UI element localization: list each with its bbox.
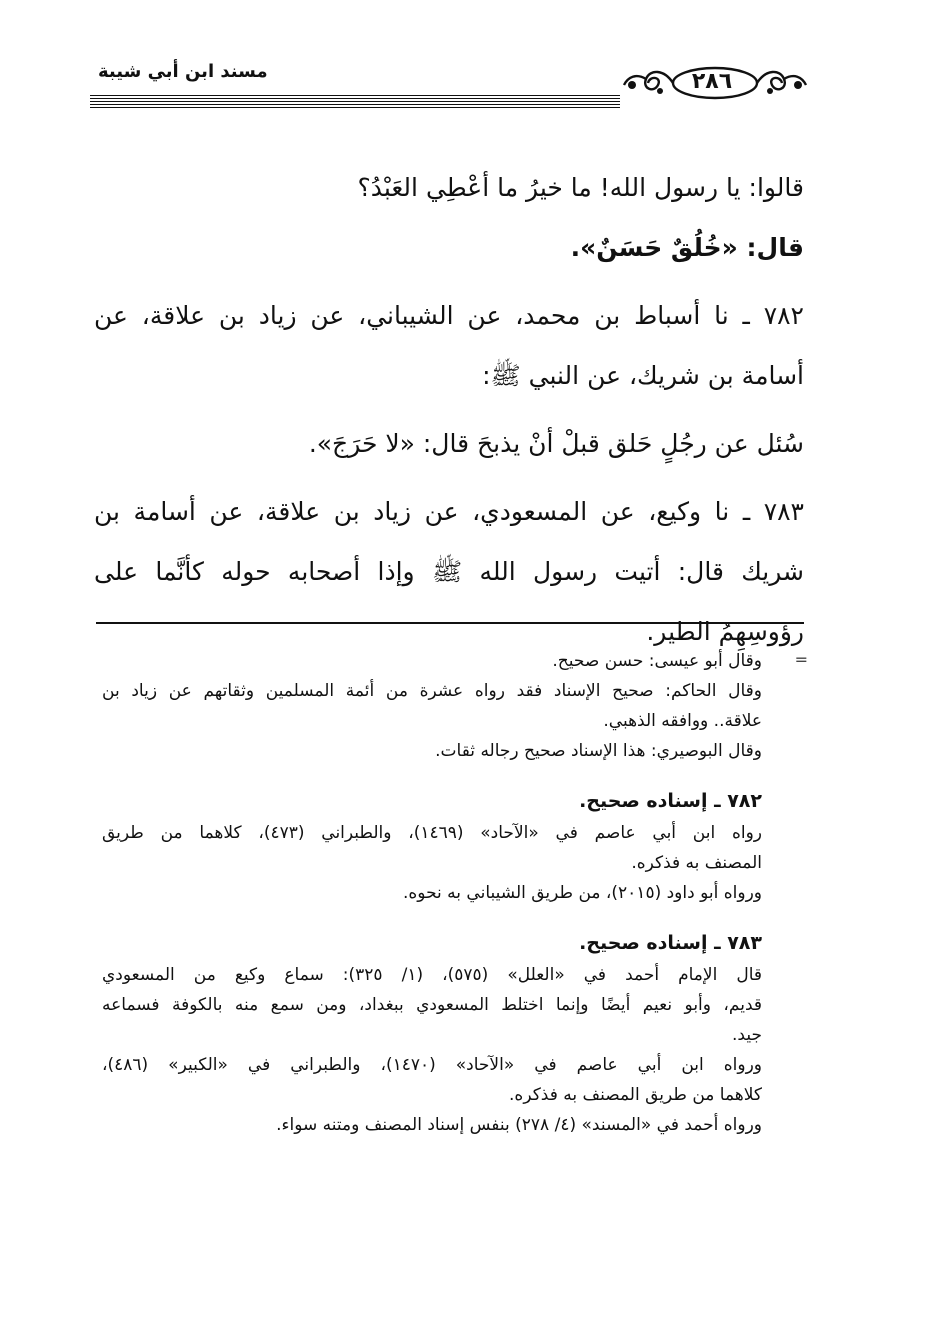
footnote-line: كلاهما من طريق المصنف به فذكره. bbox=[509, 1085, 762, 1105]
footnote-line: المصنف به فذكره. bbox=[631, 853, 762, 873]
continuation-mark: = bbox=[794, 650, 808, 669]
footnote-line: رواه ابن أبي عاصم في «الآحاد» (١٤٦٩)، والطبراني (٤٧٣)، كلاهما من طريق bbox=[102, 823, 762, 843]
footnote-line: ورواه ابن أبي عاصم في «الآحاد» (١٤٧٠)، والطبراني في «الكبير» (٤٨٦)، bbox=[102, 1055, 762, 1075]
footnote-line: وقال البوصيري: هذا الإسناد صحيح رجاله ثقات. bbox=[435, 741, 762, 761]
footnote-heading-783: ٧٨٣ ـ إسناده صحيح. bbox=[579, 932, 762, 954]
hadith-782-line: سُئل عن رجُلٍ حَلق قبلْ أنْ يذبحَ قال: «لا حَرَجَ». bbox=[308, 429, 804, 458]
footnote-line: جيد. bbox=[732, 1025, 762, 1045]
page-number: ٢٨٦ bbox=[691, 69, 733, 94]
hadith-783-line: شريك قال: أتيت رسول الله ﷺ وإذا أصحابه حوله كأنَّما على bbox=[94, 557, 804, 586]
footnote-line: قديم، وأبو نعيم أيضًا وإنما اختلط المسعودي ببغداد، ومن سمع منه بالكوفة فسماعه bbox=[102, 995, 762, 1015]
hadith-783-line: ٧٨٣ ـ نا وكيع، عن المسعودي، عن زياد بن علاقة، عن أسامة بن bbox=[94, 497, 804, 526]
footnote-line: علاقة.. ووافقه الذهبي. bbox=[603, 711, 762, 731]
footnote-separator bbox=[96, 622, 804, 624]
footnote-line: وقال أبو عيسى: حسن صحيح. bbox=[552, 651, 762, 671]
main-text bbox=[94, 158, 804, 662]
footnote-line: ورواه أحمد في «المسند» (٤/ ٢٧٨) بنفس إسناد المصنف ومتنه سواء. bbox=[276, 1115, 762, 1135]
footnote-heading-782: ٧٨٢ ـ إسناده صحيح. bbox=[579, 790, 762, 812]
hadith-782-line: ٧٨٢ ـ نا أسباط بن محمد، عن الشيباني، عن زياد بن علاقة، عن bbox=[94, 301, 804, 330]
running-header bbox=[90, 55, 810, 115]
text-line: قال: «خُلُقٌ حَسَنٌ». bbox=[570, 233, 804, 262]
book-title: مسند ابن أبي شيبة bbox=[98, 61, 268, 82]
header-rule bbox=[90, 95, 620, 110]
footnote-line: ورواه أبو داود (٢٠١٥)، من طريق الشيباني به نحوه. bbox=[402, 883, 762, 903]
hadith-783-line: رؤوسِهِمُ الطير. bbox=[646, 617, 804, 646]
text-line: قالوا: يا رسول الله! ما خيرُ ما أعْطِي العَبْدُ؟ bbox=[357, 173, 804, 202]
footnote-line: قال الإمام أحمد في «العلل» (٥٧٥)، (١/ ٣٢٥): سماع وكيع من المسعودي bbox=[102, 965, 762, 985]
footnote-line: وقال الحاكم: صحيح الإسناد فقد رواه عشرة من أئمة المسلمين وثقاتهم عن زياد بن bbox=[102, 681, 762, 701]
hadith-782-line: أسامة بن شريك، عن النبي ﷺ: bbox=[482, 361, 804, 390]
footnotes bbox=[102, 646, 762, 1140]
